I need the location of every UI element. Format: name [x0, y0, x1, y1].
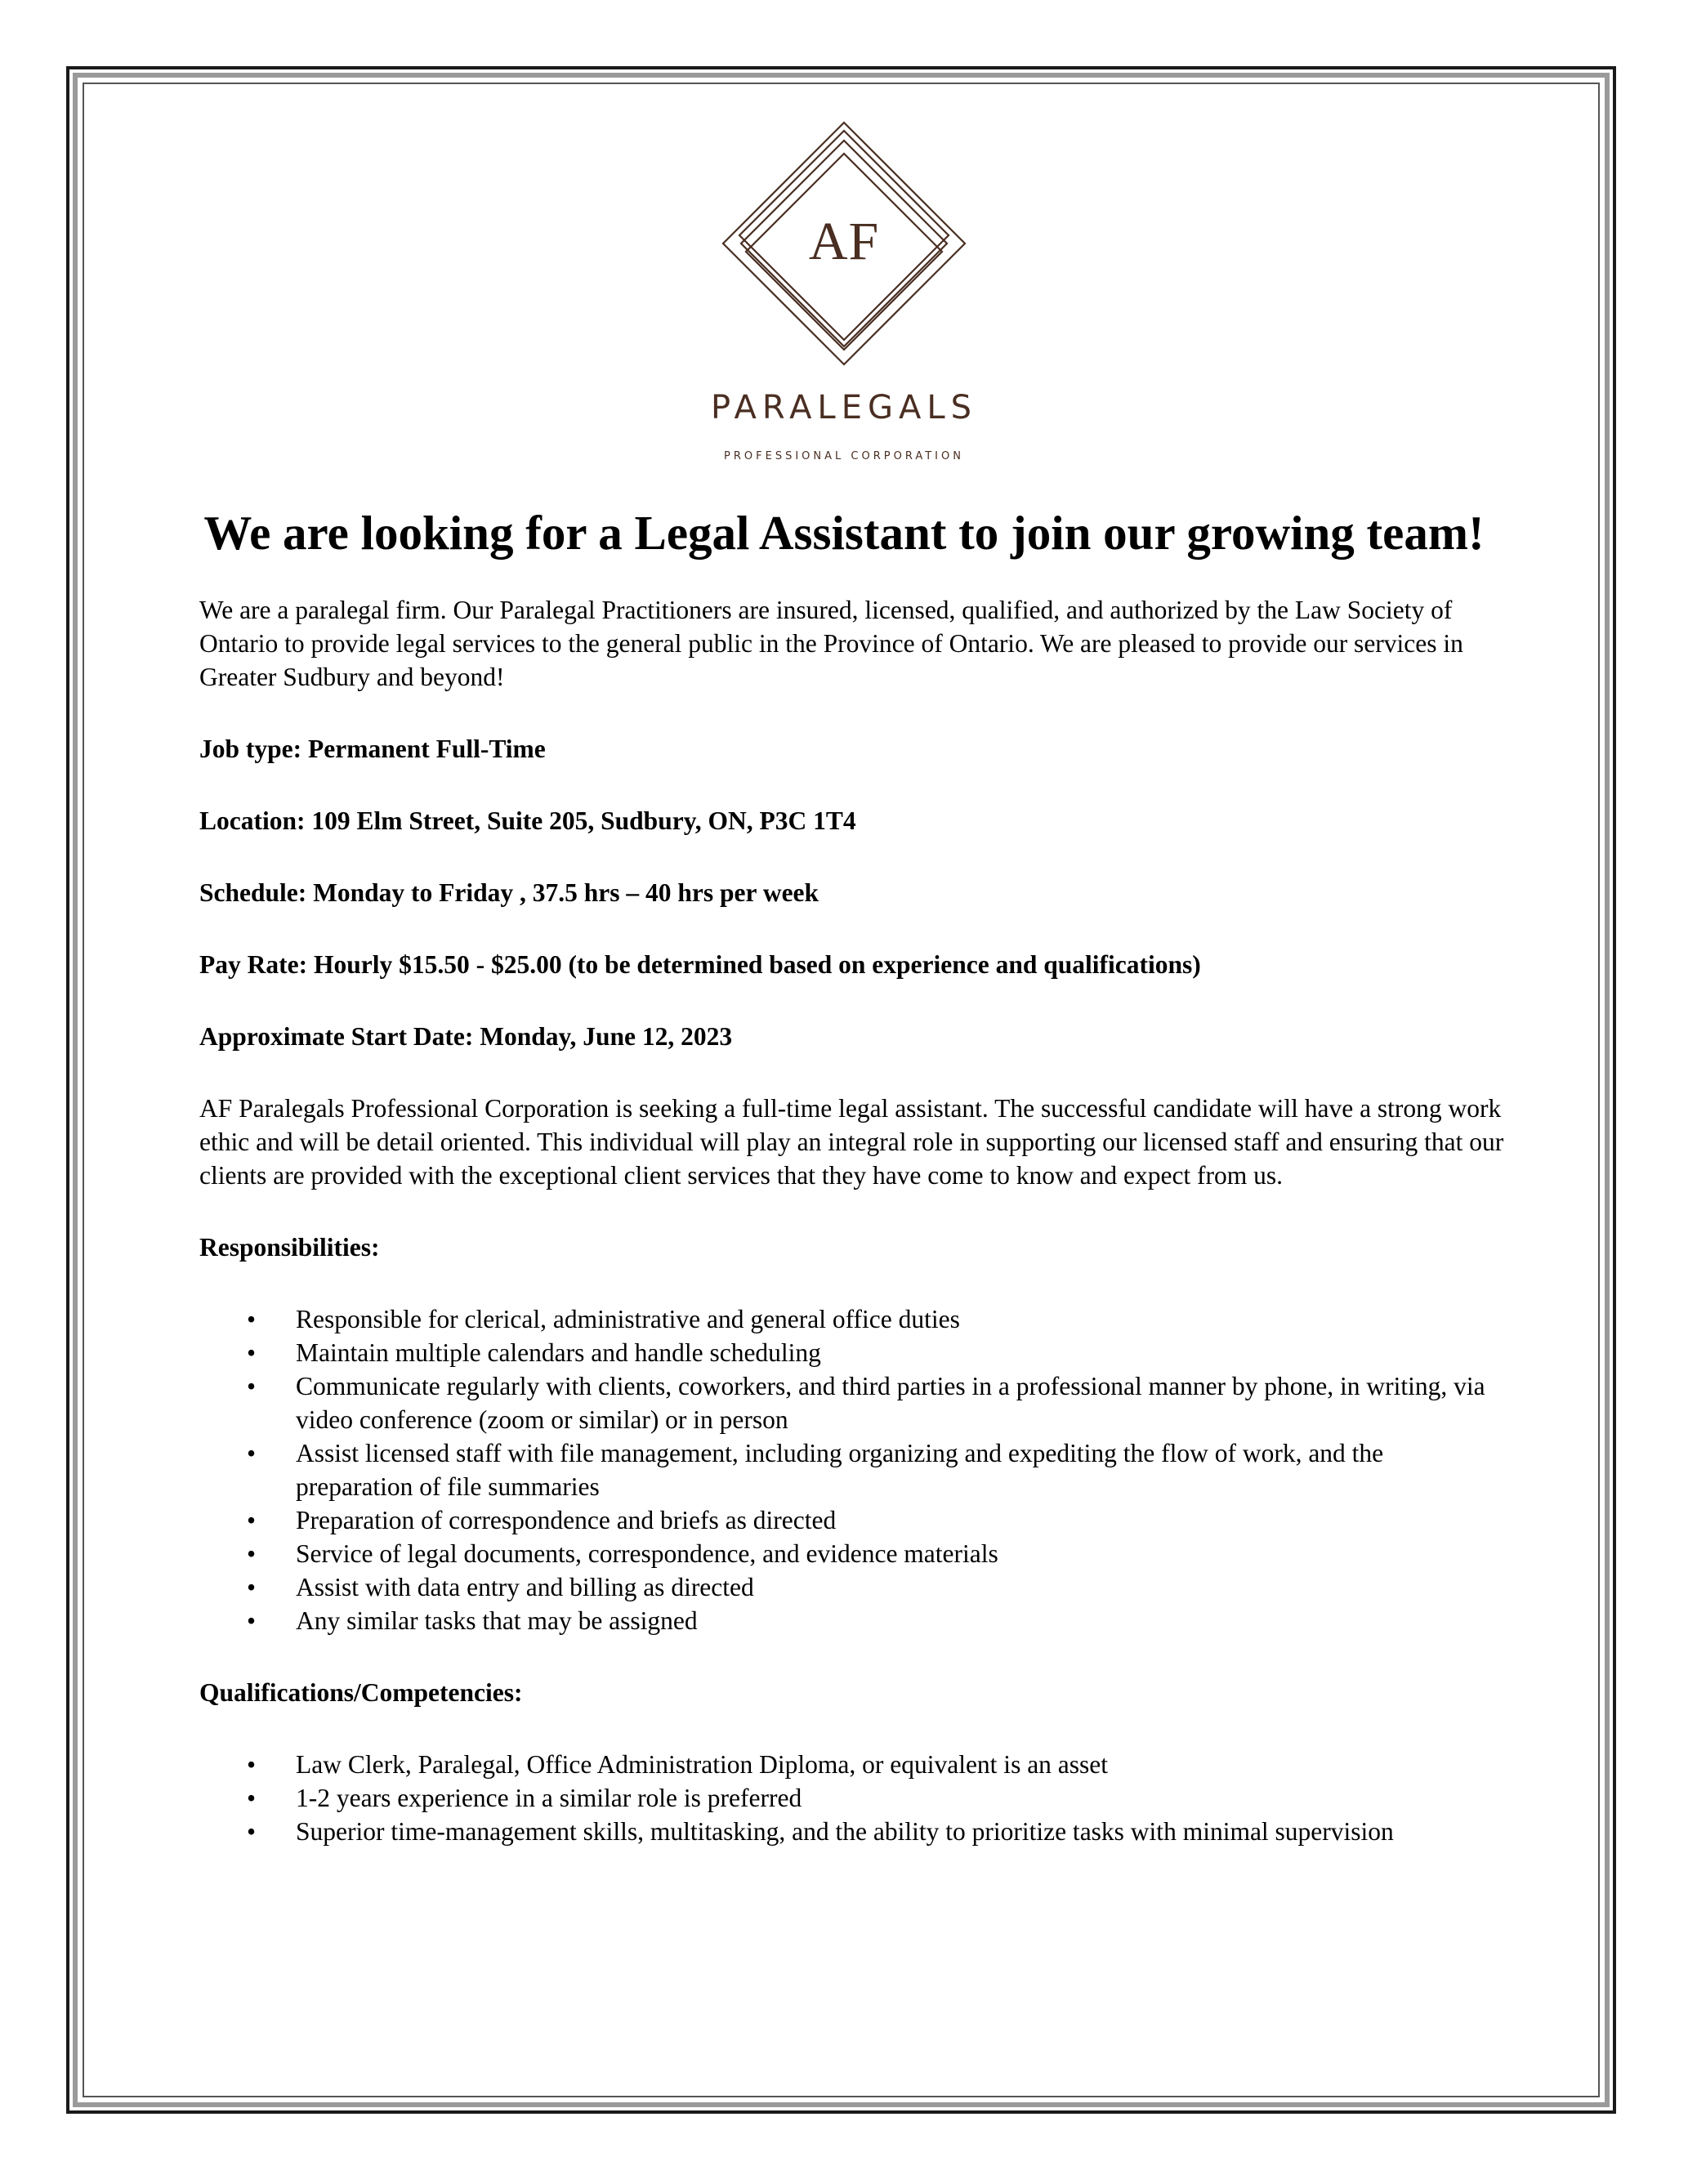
bullet-icon: •	[247, 1439, 257, 1467]
logo-monogram: AF	[808, 212, 880, 271]
list-item-text: Assist licensed staff with file management, including organizing and expediting the flow of work, and the preparation of file summaries	[296, 1439, 1384, 1501]
qualifications-heading: Qualifications/Competencies:	[199, 1678, 523, 1707]
bullet-icon: •	[247, 1372, 257, 1400]
job-posting-body	[199, 593, 1507, 1887]
list-item	[199, 1537, 1507, 1570]
logo-tagline: PROFESSIONAL CORPORATION	[724, 450, 964, 462]
list-item	[199, 1336, 1507, 1369]
list-item-text: 1-2 years experience in a similar role is preferred	[296, 1784, 802, 1812]
intro-paragraph: We are a paralegal firm. Our Paralegal Practitioners are insured, licensed, qualified, and authorized by the Law Society of Ontario to provide legal services to the general public in the Province of Ontario. We are pleased to provide our services in Greater Sudbury and beyond!	[199, 596, 1463, 691]
description-paragraph: AF Paralegals Professional Corporation is seeking a full-time legal assistant. The successful candidate will have a strong work ethic and will be detail oriented. This individual will play an integral role in supporting our licensed staff and ensuring that our clients are provided with the exceptional client services that they have come to know and expect from us.	[199, 1094, 1504, 1190]
list-item	[199, 1302, 1507, 1336]
list-item-text: Preparation of correspondence and briefs as directed	[296, 1506, 837, 1534]
list-item-text: Superior time-management skills, multitasking, and the ability to prioritize tasks with minimal supervision	[296, 1817, 1394, 1846]
list-item-text: Assist with data entry and billing as directed	[296, 1573, 754, 1601]
list-item-text: Communicate regularly with clients, coworkers, and third parties in a professional manner by phone, in writing, via video conference (zoom or similar) or in person	[296, 1372, 1485, 1434]
list-item-text: Any similar tasks that may be assigned	[296, 1606, 698, 1635]
bullet-icon: •	[247, 1817, 257, 1846]
start-date: Approximate Start Date: Monday, June 12, 2023	[199, 1022, 733, 1051]
list-item-text: Law Clerk, Paralegal, Office Administration Diploma, or equivalent is an asset	[296, 1750, 1109, 1779]
bullet-icon: •	[247, 1338, 257, 1367]
responsibilities-list	[199, 1302, 1507, 1637]
list-item	[199, 1503, 1507, 1537]
list-item-text: Service of legal documents, correspondence, and evidence materials	[296, 1539, 998, 1568]
list-item-text: Maintain multiple calendars and handle scheduling	[296, 1338, 821, 1367]
schedule: Schedule: Monday to Friday , 37.5 hrs – 40 hrs per week	[199, 878, 819, 907]
bullet-icon: •	[247, 1784, 257, 1812]
bullet-icon: •	[247, 1506, 257, 1534]
pay-rate: Pay Rate: Hourly $15.50 - $25.00 (to be determined based on experience and qualifications)	[199, 950, 1201, 979]
page-title: We are looking for a Legal Assistant to join our growing team!	[203, 506, 1485, 560]
list-item	[199, 1436, 1507, 1503]
list-item	[199, 1748, 1507, 1781]
bullet-icon: •	[247, 1606, 257, 1635]
qualifications-list	[199, 1748, 1507, 1848]
location: Location: 109 Elm Street, Suite 205, Sudbury, ON, P3C 1T4	[199, 806, 856, 835]
job-type: Job type: Permanent Full-Time	[199, 735, 546, 763]
bullet-icon: •	[247, 1305, 257, 1333]
list-item	[199, 1815, 1507, 1848]
logo-wordmark: PARALEGALS	[710, 389, 978, 427]
bullet-icon: •	[247, 1573, 257, 1601]
list-item	[199, 1604, 1507, 1637]
list-item	[199, 1570, 1507, 1604]
bullet-icon: •	[247, 1539, 257, 1568]
bullet-icon: •	[247, 1750, 257, 1779]
responsibilities-heading: Responsibilities:	[199, 1233, 380, 1262]
list-item-text: Responsible for clerical, administrative and general office duties	[296, 1305, 960, 1333]
list-item	[199, 1781, 1507, 1815]
list-item	[199, 1369, 1507, 1436]
company-logo	[685, 121, 1003, 472]
